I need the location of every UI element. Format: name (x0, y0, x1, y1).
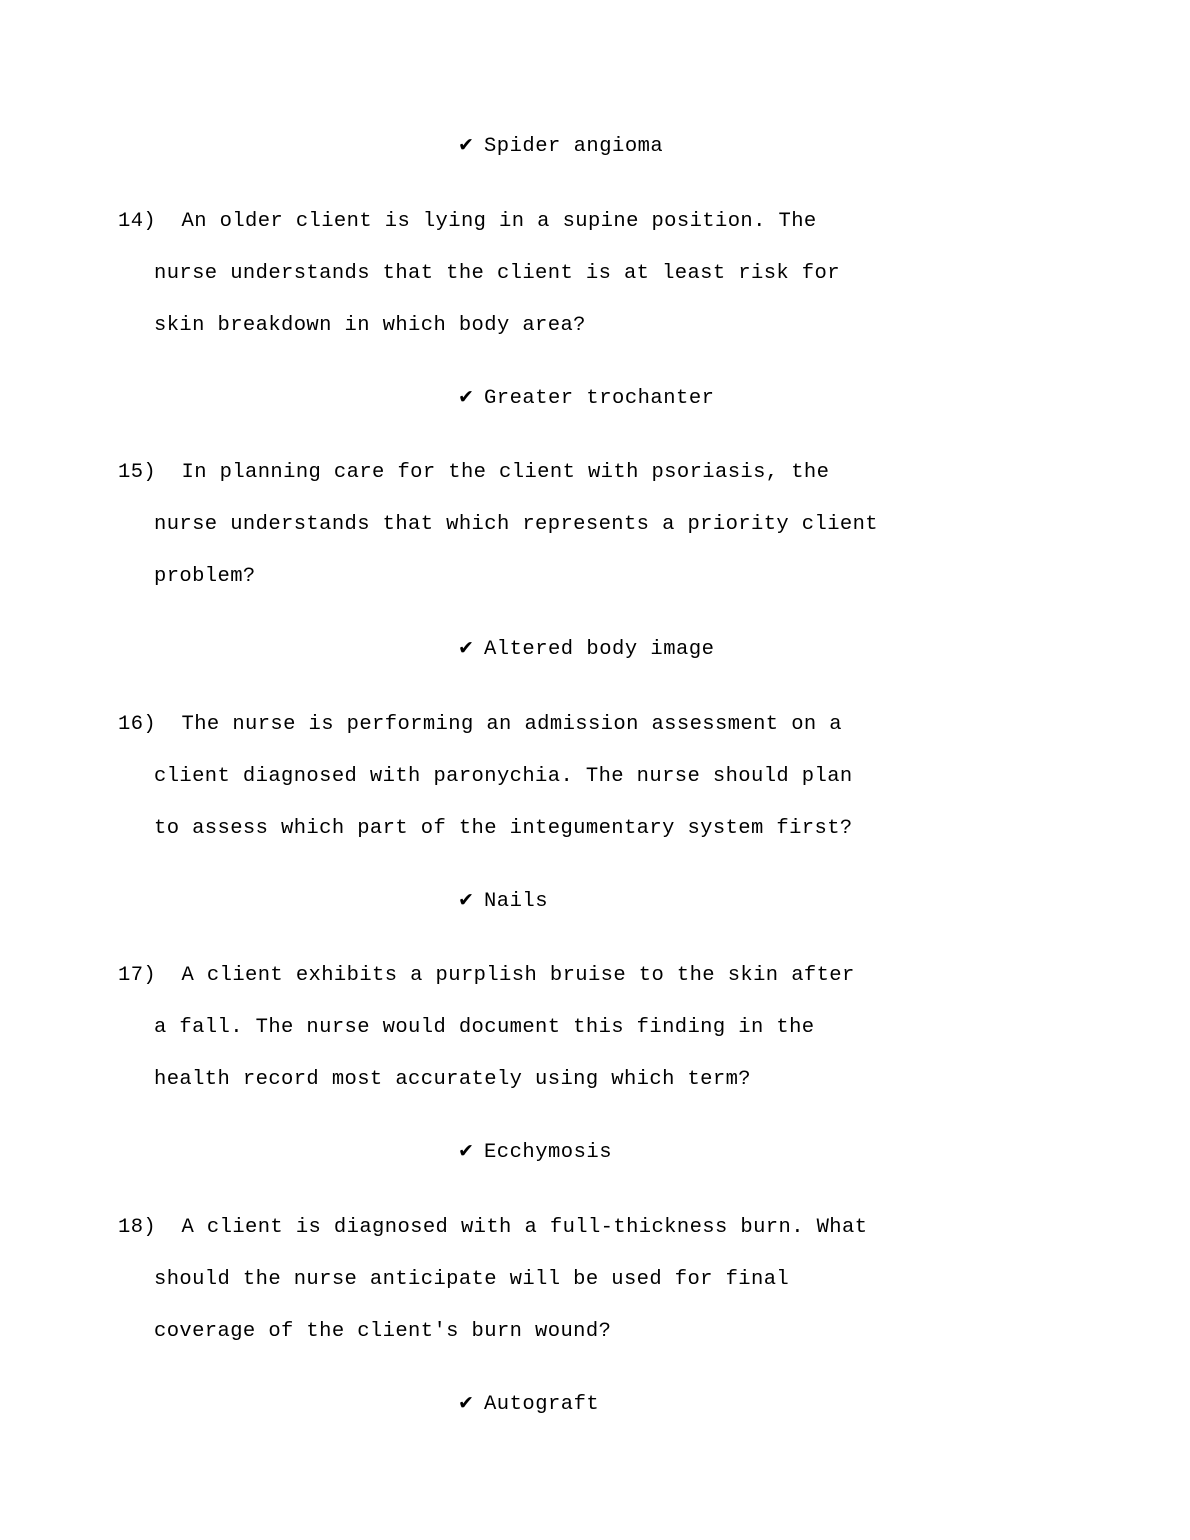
spacer (118, 158, 1072, 196)
question-line: problem? (154, 565, 256, 588)
question-line: coverage of the client's burn wound? (154, 1319, 612, 1343)
spacer (118, 603, 1072, 639)
spacer (118, 1106, 1072, 1142)
top-spacer (118, 118, 1072, 136)
answer-text: Altered body image (484, 638, 715, 661)
question-line: skin breakdown in which body area? (154, 313, 586, 337)
question-block (118, 699, 1072, 855)
answer-item (118, 639, 1072, 661)
answer-text: Greater trochanter (484, 386, 715, 410)
answer-item (118, 1391, 1072, 1416)
question-block (118, 196, 1072, 352)
answer-item (118, 385, 1072, 410)
spacer (118, 912, 1072, 950)
question-line: client diagnosed with paronychia. The nurse should plan (154, 764, 853, 788)
question-line: 18) A client is diagnosed with a full-thickness burn. What (118, 1215, 868, 1239)
question-line: to assess which part of the integumentary system first? (154, 816, 853, 840)
spacer (118, 409, 1072, 447)
question-line: a fall. The nurse would document this finding in the (154, 1016, 815, 1039)
answer-text: Spider angioma (484, 135, 664, 158)
answer-item (118, 1142, 1072, 1164)
answer-text: Nails (484, 889, 549, 913)
question-line: 14) An older client is lying in a supine position. The (118, 209, 817, 233)
answer-item (118, 888, 1072, 913)
question-block (118, 950, 1072, 1106)
question-block (118, 1202, 1072, 1358)
checkmark-icon: ✔ (458, 1391, 474, 1414)
checkmark-icon: ✔ (458, 385, 474, 408)
question-line: should the nurse anticipate will be used for final (154, 1267, 790, 1291)
checkmark-icon: ✔ (458, 134, 474, 156)
spacer (118, 1358, 1072, 1394)
spacer (118, 661, 1072, 699)
question-block (118, 447, 1072, 603)
answer-text: Ecchymosis (484, 1141, 613, 1164)
question-line: nurse understands that which represents a priority client (154, 513, 879, 536)
checkmark-icon: ✔ (458, 1140, 474, 1162)
question-line: 15) In planning care for the client with psoriasis, the (118, 461, 830, 484)
answer-item (118, 136, 1072, 158)
question-line: nurse understands that the client is at least risk for (154, 261, 840, 285)
question-line: 16) The nurse is performing an admission assessment on a (118, 712, 843, 736)
spacer (118, 352, 1072, 388)
spacer (118, 855, 1072, 891)
document-body (118, 118, 1072, 1415)
spacer (118, 1164, 1072, 1202)
checkmark-icon: ✔ (458, 888, 474, 911)
question-line: 17) A client exhibits a purplish bruise to the skin after (118, 964, 855, 987)
question-line: health record most accurately using which term? (154, 1068, 751, 1091)
checkmark-icon: ✔ (458, 637, 474, 659)
answer-text: Autograft (484, 1392, 600, 1416)
